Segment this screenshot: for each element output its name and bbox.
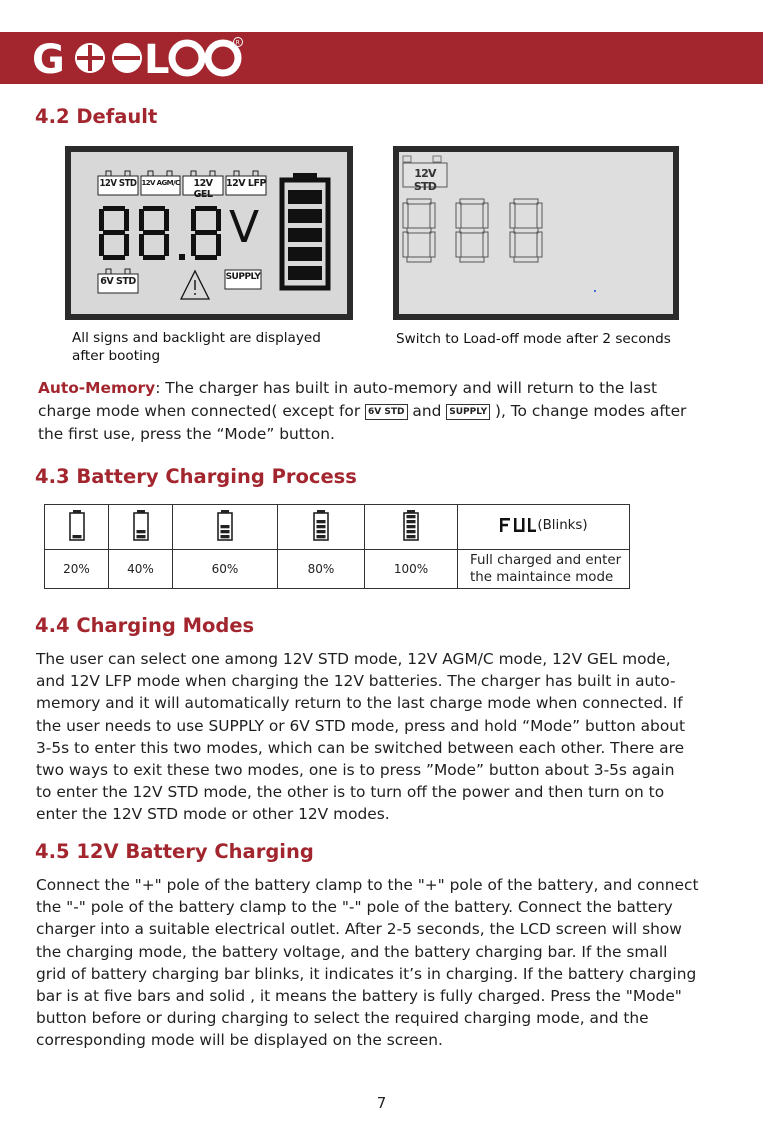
charging-line: grid of battery charging bar blinks, it indicates it’s in charging. If the battery charging <box>36 964 697 983</box>
blinks-label: (Blinks) <box>537 517 588 533</box>
charging-line: charger into a suitable electrical outlet. After 2-5 seconds, the LCD screen will show <box>36 920 682 939</box>
full-indicator-cell <box>458 505 630 550</box>
battery-bar <box>221 535 230 538</box>
battery-bar <box>407 525 416 528</box>
charging-line: corresponding mode will be displayed on the screen. <box>36 1031 443 1050</box>
lcd-digits <box>65 146 67 147</box>
battery-bar <box>221 530 230 533</box>
inline-badge-6v-std: 6V STD <box>365 404 407 420</box>
lcd2-badge-12v-std: 12V STD <box>413 167 437 193</box>
charging-line: bar is at five bars and solid , it means the battery is fully charged. Press the "Mode" <box>36 987 682 1006</box>
ful-7seg-icon <box>499 517 537 533</box>
battery-icon <box>216 509 234 541</box>
modes-line: The user can select one among 12V STD mode, 12V AGM/C mode, 12V GEL mode, <box>36 650 671 668</box>
modes-line: to enter the 12V STD mode, the other is to turn off the power and then turn on to <box>36 783 665 802</box>
battery-bar <box>317 520 326 523</box>
auto-memory-text-1: : The charger has built in auto-memory and will return to the last <box>155 379 657 397</box>
modes-line: two ways to exit these two modes, one is to press ”Mode” button about 3-5s again <box>36 761 675 780</box>
caption-all-signs-line1: All signs and backlight are displayed <box>72 330 321 346</box>
battery-bar <box>136 535 145 538</box>
battery-bar <box>317 525 326 528</box>
lcd-badge-12v-lfp: 12V LFP <box>226 178 266 189</box>
auto-memory-paragraph <box>38 377 728 446</box>
caption-all-signs-line2: after booting <box>72 348 161 364</box>
auto-memory-text-2b: and <box>407 402 447 420</box>
inline-badge-supply: SUPPLY <box>446 404 490 420</box>
charging-modes-paragraph <box>36 648 726 826</box>
auto-memory-text-2c: ), To change modes after <box>490 402 687 420</box>
level-label-20: 20% <box>45 550 109 589</box>
level-label-60: 60% <box>173 550 278 589</box>
battery-level-icon-60 <box>173 505 278 550</box>
lcd-display-all-segments <box>65 146 353 320</box>
section-heading-process: 4.3 Battery Charging Process <box>35 465 357 488</box>
battery-bar <box>407 530 416 533</box>
lcd-badge-12v-agmc: 12V AGM/C <box>141 179 180 187</box>
svg-text:R: R <box>235 39 240 47</box>
section-heading-charging: 4.5 12V Battery Charging <box>35 840 314 863</box>
level-label-100: 100% <box>365 550 458 589</box>
charging-line: Connect the "+" pole of the battery clamp to the "+" pole of the battery, and connect <box>36 876 699 894</box>
lcd-voltage-unit: V <box>229 202 260 253</box>
level-label-80: 80% <box>278 550 365 589</box>
battery-bar <box>72 535 81 538</box>
charging-process-table <box>44 504 630 589</box>
level-label-40: 40% <box>109 550 173 589</box>
lcd-badge-6v-std: 6V STD <box>100 276 136 287</box>
lcd-badge-supply: SUPPLY <box>225 272 261 282</box>
battery-level-icon-80 <box>278 505 365 550</box>
lcd-badge-12v-gel: 12V GEL <box>193 178 213 200</box>
battery-icon <box>68 509 86 541</box>
full-description-line2: the maintaince mode <box>470 570 614 585</box>
svg-text:G: G <box>32 37 64 80</box>
page-number: 7 <box>376 1094 387 1112</box>
brand-header <box>0 32 763 84</box>
auto-memory-text-2a: charge mode when connected( except for <box>38 402 366 420</box>
section-heading-default: 4.2 Default <box>35 105 158 128</box>
svg-text:L: L <box>144 37 170 80</box>
gooloo-logo <box>30 36 250 80</box>
battery-bar <box>317 535 326 538</box>
modes-line: memory and it will automatically return to the last charge mode when connected. If <box>36 694 683 713</box>
battery-icon <box>312 509 330 541</box>
battery-level-icon-40 <box>109 505 173 550</box>
battery-bar <box>407 515 416 518</box>
battery-bar <box>407 520 416 523</box>
charging-line: button before or during charging to select the required charging mode, and the <box>36 1009 649 1028</box>
battery-charging-paragraph <box>36 874 726 1052</box>
full-description <box>458 550 630 589</box>
battery-bar <box>221 525 230 528</box>
auto-memory-label: Auto-Memory <box>38 379 156 397</box>
battery-level-icon-100 <box>365 505 458 550</box>
lcd-display-load-off <box>393 146 679 320</box>
modes-line: enter the 12V STD mode or other 12V modes. <box>36 805 390 824</box>
battery-bar <box>407 535 416 538</box>
charging-line: the charging mode, the battery voltage, and the battery charging bar. If the small <box>36 942 668 961</box>
section-heading-modes: 4.4 Charging Modes <box>35 614 255 637</box>
caption-all-signs <box>72 329 321 365</box>
modes-line: 3-5s to enter this two modes, which can be switched between each other. There are <box>36 738 685 757</box>
modes-line: and 12V LFP mode when charging the 12V batteries. The charger has built in auto- <box>36 672 676 691</box>
battery-bar <box>136 530 145 533</box>
battery-icon <box>132 509 150 541</box>
auto-memory-text-3: the first use, press the “Mode” button. <box>38 425 335 443</box>
caption-load-off: Switch to Load-off mode after 2 seconds <box>396 331 671 347</box>
battery-bar <box>317 530 326 533</box>
full-description-line1: Full charged and enter <box>470 553 622 568</box>
battery-icon <box>402 509 420 541</box>
battery-level-icon-20 <box>45 505 109 550</box>
modes-line: the user needs to use SUPPLY or 6V STD mode, press and hold “Mode” button about <box>36 716 686 735</box>
charging-line: the "-" pole of the battery clamp to the "-" pole of the battery. Connect the battery <box>36 898 673 917</box>
lcd-badge-12v-std: 12V STD <box>99 178 137 189</box>
